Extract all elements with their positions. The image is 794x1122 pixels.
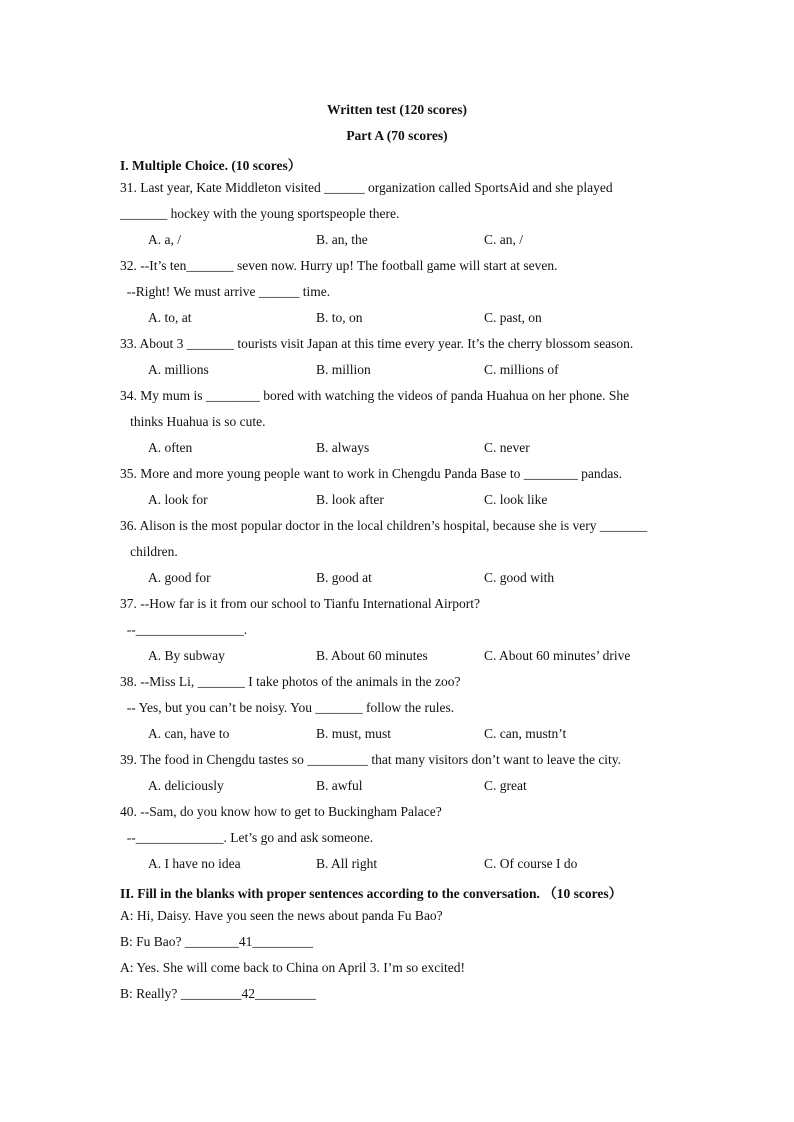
question-31-option-c: C. an, /	[484, 232, 523, 247]
question-34-option-c: C. never	[484, 440, 530, 455]
question-31-option-a: A. a, /	[148, 232, 181, 247]
question-31-line-1: 31. Last year, Kate Middleton visited ______ organization called SportsAid and she played	[120, 180, 613, 195]
test-title: Written test (120 scores)	[326, 102, 468, 117]
question-34-option-a: A. often	[148, 440, 193, 455]
question-33-option-c: C. millions of	[484, 362, 559, 377]
question-36-line-1: 36. Alison is the most popular doctor in the local children’s hospital, because she is very _______	[120, 518, 648, 533]
dialogue-line-1: A: Hi, Daisy. Have you seen the news about panda Fu Bao?	[120, 908, 443, 923]
question-39-line-1: 39. The food in Chengdu tastes so _________ that many visitors don’t want to leave the city.	[120, 752, 622, 767]
question-37-option-a: A. By subway	[148, 648, 225, 663]
question-37-line-1: 37. --How far is it from our school to Tianfu International Airport?	[120, 596, 480, 611]
question-35-option-b: B. look after	[316, 492, 384, 507]
question-40-option-b: B. All right	[316, 856, 378, 871]
section-1-heading: I. Multiple Choice. (10 scores）	[120, 158, 302, 173]
question-38-line-2: -- Yes, but you can’t be noisy. You _______ follow the rules.	[120, 700, 455, 715]
question-33-option-b: B. million	[316, 362, 371, 377]
question-33-line-1: 33. About 3 _______ tourists visit Japan at this time every year. It’s the cherry blossom season.	[120, 336, 634, 351]
question-38-option-c: C. can, mustn’t	[484, 726, 567, 741]
question-40-option-a: A. I have no idea	[148, 856, 241, 871]
question-32-line-1: 32. --It’s ten_______ seven now. Hurry up! The football game will start at seven.	[120, 258, 558, 273]
question-38-option-b: B. must, must	[316, 726, 392, 741]
question-37-option-c: C. About 60 minutes’ drive	[484, 648, 631, 663]
question-38-option-a: A. can, have to	[148, 726, 230, 741]
question-39-option-b: B. awful	[316, 778, 363, 793]
question-32-line-2: --Right! We must arrive ______ time.	[120, 284, 331, 299]
question-35-option-c: C. look like	[484, 492, 548, 507]
question-39-option-c: C. great	[484, 778, 527, 793]
question-40-option-c: C. Of course I do	[484, 856, 578, 871]
question-34-option-b: B. always	[316, 440, 370, 455]
dialogue-line-3: A: Yes. She will come back to China on April 3. I’m so excited!	[120, 960, 465, 975]
question-37-line-2: --________________.	[120, 622, 248, 637]
question-36-option-b: B. good at	[316, 570, 372, 585]
question-36-line-2: children.	[120, 544, 178, 559]
question-36-option-c: C. good with	[484, 570, 555, 585]
question-40-line-1: 40. --Sam, do you know how to get to Buckingham Palace?	[120, 804, 442, 819]
question-40-line-2: --_____________. Let’s go and ask someone.	[120, 830, 374, 845]
dialogue-line-2: B: Fu Bao? ________41_________	[120, 934, 314, 949]
part-title: Part A (70 scores)	[346, 128, 448, 143]
question-39-option-a: A. deliciously	[148, 778, 224, 793]
question-35-line-1: 35. More and more young people want to work in Chengdu Panda Base to ________ pandas.	[120, 466, 623, 481]
question-32-option-a: A. to, at	[148, 310, 192, 325]
question-31-line-2: _______ hockey with the young sportspeople there.	[120, 206, 400, 221]
dialogue-line-4: B: Really? _________42_________	[120, 986, 316, 1001]
section-2-heading: II. Fill in the blanks with proper sentences according to the conversation. （10 scores）	[120, 886, 623, 901]
question-37-option-b: B. About 60 minutes	[316, 648, 428, 663]
question-32-option-c: C. past, on	[484, 310, 542, 325]
question-31-option-b: B. an, the	[316, 232, 368, 247]
question-35-option-a: A. look for	[148, 492, 208, 507]
question-36-option-a: A. good for	[148, 570, 211, 585]
question-34-line-2: thinks Huahua is so cute.	[120, 414, 266, 429]
question-34-line-1: 34. My mum is ________ bored with watching the videos of panda Huahua on her phone. She	[120, 388, 630, 403]
question-38-line-1: 38. --Miss Li, _______ I take photos of the animals in the zoo?	[120, 674, 461, 689]
question-32-option-b: B. to, on	[316, 310, 363, 325]
question-33-option-a: A. millions	[148, 362, 209, 377]
